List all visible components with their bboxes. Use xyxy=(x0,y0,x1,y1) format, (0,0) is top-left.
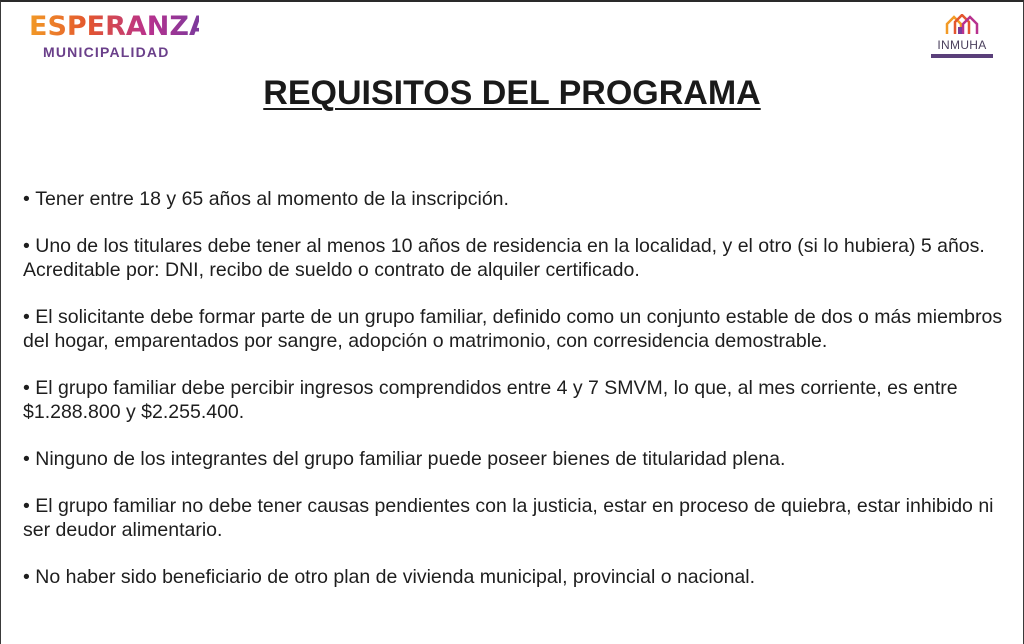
requirement-item-property: • Ninguno de los integrantes del grupo familiar puede poseer bienes de titularidad plena. xyxy=(23,447,1003,471)
requirement-item-legal: • El grupo familiar no debe tener causas pendientes con la justicia, estar en proceso de quiebra, estar inhibido ni ser deudor alimentario. xyxy=(23,494,1003,542)
requirement-item-age: • Tener entre 18 y 65 años al momento de la inscripción. xyxy=(23,187,1003,211)
inmuha-logo-bar xyxy=(931,54,993,58)
requirement-item-family-group: • El solicitante debe formar parte de un grupo familiar, definido como un conjunto estable de dos o más miembros del hogar, emparentados por sangre, adopción o matrimonio, con corresidencia demostrable. xyxy=(23,305,1003,353)
esperanza-logo xyxy=(29,11,210,64)
house-roofs-icon xyxy=(945,14,979,36)
esperanza-logo-subtitle: MUNICIPALIDAD xyxy=(43,44,170,60)
requirement-item-previous-plan: • No haber sido beneficiario de otro plan de vivienda municipal, provincial o nacional. xyxy=(23,565,1003,589)
esperanza-logo-brand: ESPERANZA xyxy=(29,11,210,42)
requirement-item-residence: • Uno de los titulares debe tener al menos 10 años de residencia en la localidad, y el otro (si lo hubiera) 5 años. Acreditable por: DNI, recibo de sueldo o contrato de alquiler certificado. xyxy=(23,234,1003,282)
page-title: REQUISITOS DEL PROGRAMA xyxy=(263,74,761,112)
inmuha-logo-name: INMUHA xyxy=(937,38,987,52)
requirements-list xyxy=(23,187,1003,612)
requirement-item-income: • El grupo familiar debe percibir ingresos comprendidos entre 4 y 7 SMVM, lo que, al mes corriente, es entre $1.288.800 y $2.255.400. xyxy=(23,376,1003,424)
inmuha-logo xyxy=(927,14,997,66)
